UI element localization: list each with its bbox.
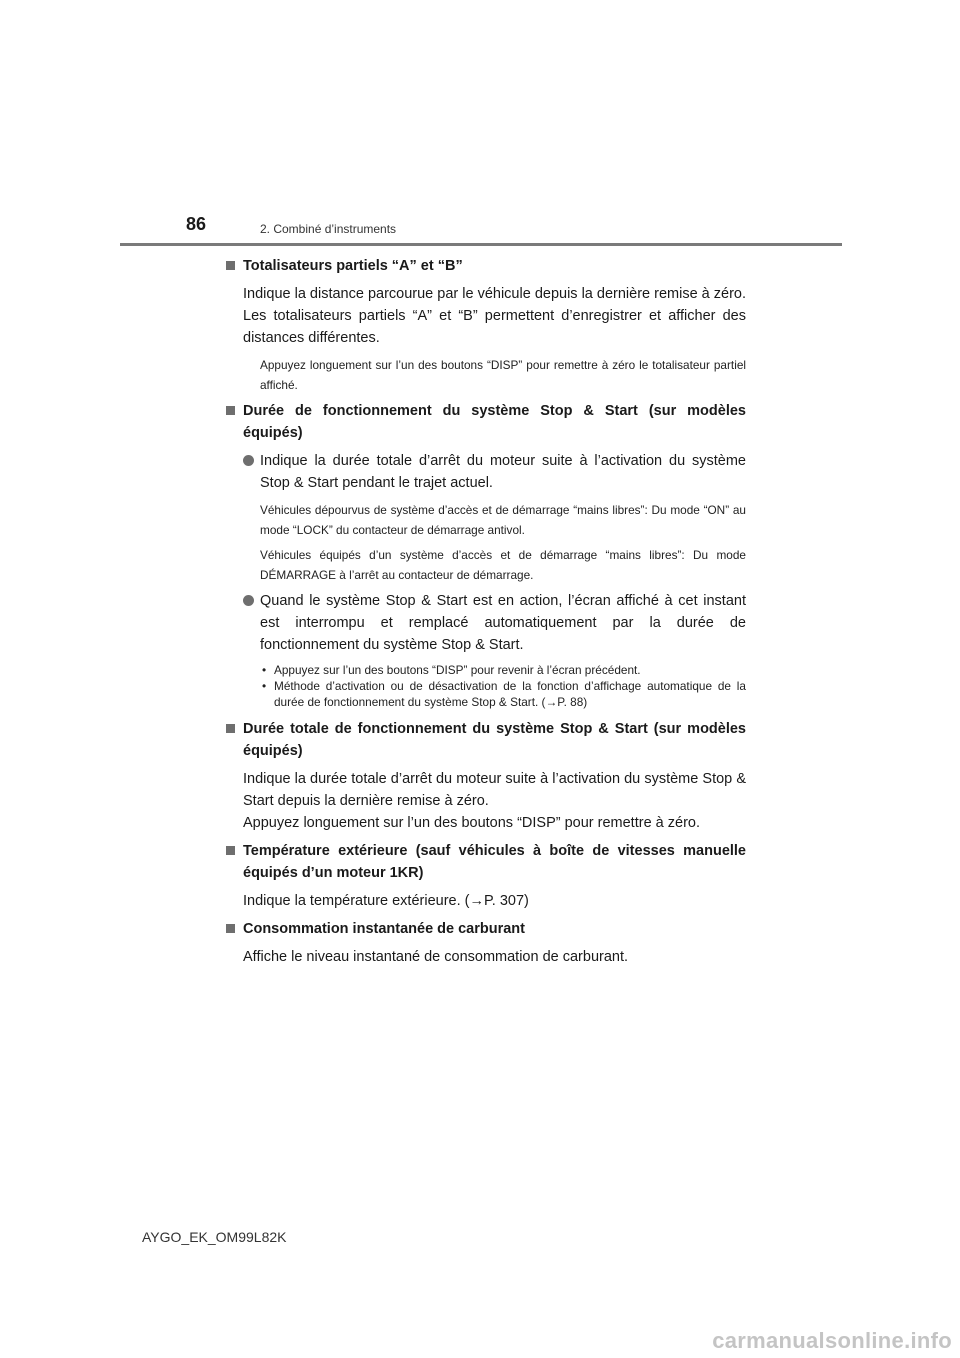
manual-code: AYGO_EK_OM99L82K	[142, 1229, 287, 1245]
page-content	[224, 255, 746, 974]
square-bullet-icon	[226, 406, 235, 415]
heading-text: Température extérieure (sauf véhicules à boîte de vitesses manuelle équipés d’un moteur 1KR)	[243, 843, 746, 881]
heading-text: Totalisateurs partiels “A” et “B”	[243, 258, 463, 274]
note-paragraph: Véhicules équipés d’un système d’accès et de démarrage “mains libres”: Du mode DÉMARRAGE à l’arrêt au contacteur de démarrage.	[260, 548, 746, 582]
square-bullet-icon	[226, 261, 235, 270]
body-paragraph: Indique la distance parcourue par le véhicule depuis la dernière remise à zéro. Les totalisateurs partiels “A” et “B” permettent d’enregistrer et afficher des distances différentes.	[243, 286, 746, 346]
square-bullet-icon	[226, 924, 235, 933]
note-paragraph: Véhicules dépourvus de système d’accès et de démarrage “mains libres”: Du mode “ON” au mode “LOCK” du contacteur de démarrage antivol.	[260, 503, 746, 537]
page-number: 86	[186, 214, 207, 234]
body-paragraph: Affiche le niveau instantané de consommation de carburant.	[243, 949, 629, 965]
section-heading	[224, 718, 746, 762]
list-item-text: Quand le système Stop & Start est en action, l’écran affiché à cet instant est interrompu et remplacé automatiquement par la durée de fonctionnement du système Stop & Start.	[260, 593, 746, 653]
section-heading	[224, 255, 746, 277]
section-fuel-consumption	[224, 918, 746, 968]
heading-text: Consommation instantanée de carburant	[243, 921, 525, 937]
small-bullet-icon: •	[262, 679, 267, 693]
sub-list-item	[260, 678, 746, 710]
sub-item-text: Appuyez sur l’un des boutons “DISP” pour revenir à l’écran précédent.	[274, 663, 641, 677]
section-heading	[224, 400, 746, 444]
body-paragraph: Indique la durée totale d’arrêt du moteur suite à l’activation du système Stop & Start depuis la dernière remise à zéro.	[243, 771, 746, 809]
heading-text: Durée totale de fonctionnement du système Stop & Start (sur modèles équipés)	[243, 721, 746, 759]
heading-text: Durée de fonctionnement du système Stop & Start (sur modèles équipés)	[243, 403, 746, 441]
sub-list-item	[260, 662, 746, 678]
note-paragraph: Appuyez longuement sur l’un des boutons “DISP” pour remettre à zéro le totalisateur partiel affiché.	[260, 358, 746, 392]
list-item	[243, 590, 746, 656]
section-outside-temperature	[224, 840, 746, 912]
section-total-stop-start-duration	[224, 718, 746, 834]
body-paragraph: Appuyez longuement sur l’un des boutons “DISP” pour remettre à zéro.	[243, 815, 700, 831]
watermark-link[interactable]: carmanualsonline.info	[712, 1328, 952, 1353]
body-paragraph: Indique la température extérieure. (→P. 307)	[243, 893, 529, 909]
small-bullet-icon: •	[262, 663, 267, 677]
circle-bullet-icon	[243, 595, 254, 606]
sub-list	[260, 662, 746, 710]
sub-item-text: Méthode d’activation ou de désactivation de la fonction d’affichage automatique de la durée de fonctionnement du système Stop & Start. (→P. 88)	[274, 679, 746, 709]
section-stop-start-duration	[224, 400, 746, 710]
section-trip-meters	[224, 255, 746, 395]
square-bullet-icon	[226, 846, 235, 855]
circle-bullet-icon	[243, 455, 254, 466]
header-divider	[120, 243, 842, 246]
section-heading	[224, 918, 746, 940]
list-item	[243, 450, 746, 494]
list-item-text: Indique la durée totale d’arrêt du moteur suite à l’activation du système Stop & Start pendant le trajet actuel.	[260, 453, 746, 491]
section-heading	[224, 840, 746, 884]
square-bullet-icon	[226, 724, 235, 733]
chapter-title: 2. Combiné d’instruments	[260, 222, 397, 236]
